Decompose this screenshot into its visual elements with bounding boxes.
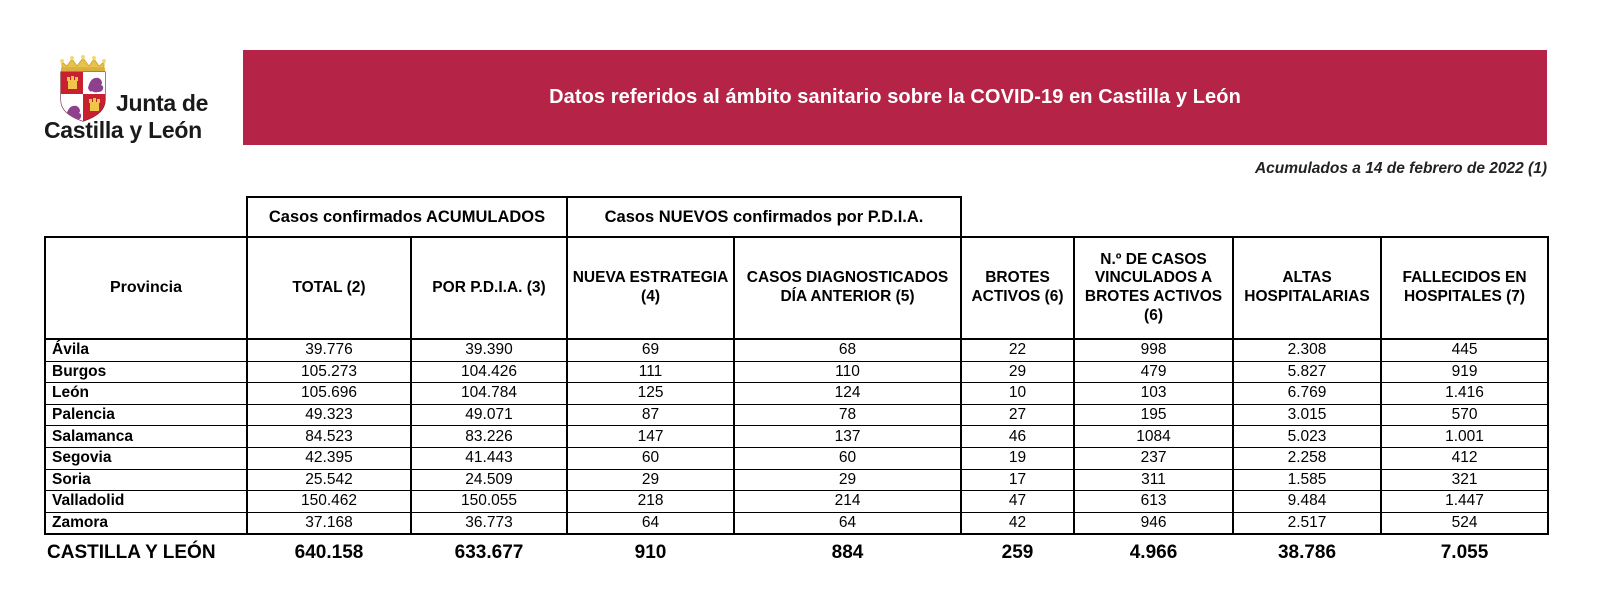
group-header-empty-left	[45, 197, 247, 237]
cell-dia-anterior: 110	[734, 361, 961, 383]
cell-por-pdia: 36.773	[411, 512, 567, 534]
cell-provincia: Ávila	[45, 339, 247, 361]
table-row	[45, 339, 1548, 361]
cell-total: 84.523	[247, 426, 411, 448]
cell-brotes-activos: 29	[961, 361, 1074, 383]
cell-total: 49.323	[247, 404, 411, 426]
cell-provincia: Zamora	[45, 512, 247, 534]
cell-brotes-activos: 10	[961, 383, 1074, 405]
column-header-vinculados-brotes: N.º DE CASOS VINCULADOS A BROTES ACTIVOS (6)	[1074, 237, 1233, 339]
cell-fallecidos: 1.001	[1381, 426, 1548, 448]
cell-por-pdia: 41.443	[411, 447, 567, 469]
page-title: Datos referidos al ámbito sanitario sobre la COVID-19 en Castilla y León	[549, 86, 1241, 108]
table-group-header-row	[45, 197, 1548, 237]
cell-nueva-estrategia: 147	[567, 426, 734, 448]
cell-altas: 2.308	[1233, 339, 1381, 361]
cell-por-pdia: 24.509	[411, 469, 567, 491]
cell-altas: 5.827	[1233, 361, 1381, 383]
cell-total: 25.542	[247, 469, 411, 491]
table-column-header-row	[45, 237, 1548, 339]
cell-fallecidos: 919	[1381, 361, 1548, 383]
cell-altas: 3.015	[1233, 404, 1381, 426]
table-row	[45, 383, 1548, 405]
cell-nueva-estrategia: 87	[567, 404, 734, 426]
table-body	[45, 339, 1548, 534]
junta-logo-line2: Castilla y León	[44, 117, 202, 144]
cell-vinculados-brotes: 311	[1074, 469, 1233, 491]
cell-por-pdia: 39.390	[411, 339, 567, 361]
total-row-label: CASTILLA Y LEÓN	[45, 534, 247, 571]
table-row	[45, 426, 1548, 448]
cell-provincia: Valladolid	[45, 491, 247, 513]
column-header-brotes-activos: BROTES ACTIVOS (6)	[961, 237, 1074, 339]
cell-provincia: León	[45, 383, 247, 405]
table-row	[45, 491, 1548, 513]
cell-altas: 5.023	[1233, 426, 1381, 448]
cell-fallecidos: 445	[1381, 339, 1548, 361]
cell-por-pdia: 104.426	[411, 361, 567, 383]
cell-provincia: Burgos	[45, 361, 247, 383]
cell-nueva-estrategia: 111	[567, 361, 734, 383]
cell-altas: 9.484	[1233, 491, 1381, 513]
total-row-brotes-activos: 259	[961, 534, 1074, 571]
cell-dia-anterior: 124	[734, 383, 961, 405]
cell-fallecidos: 1.447	[1381, 491, 1548, 513]
column-header-dia-anterior: CASOS DIAGNOSTICADOS DÍA ANTERIOR (5)	[734, 237, 961, 339]
cell-fallecidos: 412	[1381, 447, 1548, 469]
total-row-total: 640.158	[247, 534, 411, 571]
group-header-empty-right	[961, 197, 1548, 237]
cell-dia-anterior: 214	[734, 491, 961, 513]
cell-por-pdia: 83.226	[411, 426, 567, 448]
table-row	[45, 361, 1548, 383]
cell-vinculados-brotes: 946	[1074, 512, 1233, 534]
cell-brotes-activos: 17	[961, 469, 1074, 491]
table-row	[45, 512, 1548, 534]
cell-vinculados-brotes: 479	[1074, 361, 1233, 383]
total-row-vinculados-brotes: 4.966	[1074, 534, 1233, 571]
cell-nueva-estrategia: 218	[567, 491, 734, 513]
cell-provincia: Segovia	[45, 447, 247, 469]
cell-dia-anterior: 60	[734, 447, 961, 469]
cell-brotes-activos: 47	[961, 491, 1074, 513]
cell-total: 105.273	[247, 361, 411, 383]
total-row-dia-anterior: 884	[734, 534, 961, 571]
cell-fallecidos: 570	[1381, 404, 1548, 426]
total-row-nueva-estrategia: 910	[567, 534, 734, 571]
total-row-por-pdia: 633.677	[411, 534, 567, 571]
cell-fallecidos: 1.416	[1381, 383, 1548, 405]
cell-nueva-estrategia: 29	[567, 469, 734, 491]
cell-altas: 1.585	[1233, 469, 1381, 491]
cell-total: 105.696	[247, 383, 411, 405]
cell-por-pdia: 150.055	[411, 491, 567, 513]
cell-fallecidos: 321	[1381, 469, 1548, 491]
cell-total: 42.395	[247, 447, 411, 469]
covid-data-table-wrapper	[44, 196, 1547, 571]
cell-brotes-activos: 46	[961, 426, 1074, 448]
cell-dia-anterior: 137	[734, 426, 961, 448]
cell-provincia: Palencia	[45, 404, 247, 426]
cell-dia-anterior: 68	[734, 339, 961, 361]
cell-nueva-estrategia: 64	[567, 512, 734, 534]
column-header-fallecidos: FALLECIDOS EN HOSPITALES (7)	[1381, 237, 1548, 339]
cell-nueva-estrategia: 60	[567, 447, 734, 469]
junta-logo	[44, 50, 234, 145]
column-header-altas-hospitalarias: ALTAS HOSPITALARIAS	[1233, 237, 1381, 339]
cell-nueva-estrategia: 125	[567, 383, 734, 405]
total-row-fallecidos: 7.055	[1381, 534, 1548, 571]
cell-total: 150.462	[247, 491, 411, 513]
cell-provincia: Soria	[45, 469, 247, 491]
column-header-provincia: Provincia	[45, 237, 247, 339]
cell-brotes-activos: 42	[961, 512, 1074, 534]
cell-dia-anterior: 64	[734, 512, 961, 534]
cell-altas: 2.517	[1233, 512, 1381, 534]
cell-por-pdia: 104.784	[411, 383, 567, 405]
cell-nueva-estrategia: 69	[567, 339, 734, 361]
cell-brotes-activos: 19	[961, 447, 1074, 469]
cell-brotes-activos: 27	[961, 404, 1074, 426]
table-row	[45, 469, 1548, 491]
cell-fallecidos: 524	[1381, 512, 1548, 534]
cell-altas: 6.769	[1233, 383, 1381, 405]
junta-logo-text	[44, 90, 234, 144]
cell-dia-anterior: 78	[734, 404, 961, 426]
table-row	[45, 404, 1548, 426]
cell-total: 37.168	[247, 512, 411, 534]
cell-vinculados-brotes: 195	[1074, 404, 1233, 426]
group-header-casos-acumulados: Casos confirmados ACUMULADOS	[247, 197, 567, 237]
page-banner	[243, 50, 1547, 145]
accumulated-date-note: Acumulados a 14 de febrero de 2022 (1)	[1254, 160, 1547, 177]
cell-vinculados-brotes: 103	[1074, 383, 1233, 405]
cell-vinculados-brotes: 613	[1074, 491, 1233, 513]
cell-vinculados-brotes: 237	[1074, 447, 1233, 469]
group-header-casos-nuevos: Casos NUEVOS confirmados por P.D.I.A.	[567, 197, 961, 237]
cell-vinculados-brotes: 998	[1074, 339, 1233, 361]
junta-logo-line1: Junta de	[116, 90, 209, 116]
cell-dia-anterior: 29	[734, 469, 961, 491]
column-header-total: TOTAL (2)	[247, 237, 411, 339]
cell-brotes-activos: 22	[961, 339, 1074, 361]
covid-data-table	[44, 196, 1549, 571]
cell-por-pdia: 49.071	[411, 404, 567, 426]
cell-provincia: Salamanca	[45, 426, 247, 448]
cell-vinculados-brotes: 1084	[1074, 426, 1233, 448]
table-row	[45, 447, 1548, 469]
cell-total: 39.776	[247, 339, 411, 361]
column-header-por-pdia: POR P.D.I.A. (3)	[411, 237, 567, 339]
table-total-row	[45, 534, 1548, 571]
cell-altas: 2.258	[1233, 447, 1381, 469]
total-row-altas: 38.786	[1233, 534, 1381, 571]
column-header-nueva-estrategia: NUEVA ESTRATEGIA (4)	[567, 237, 734, 339]
